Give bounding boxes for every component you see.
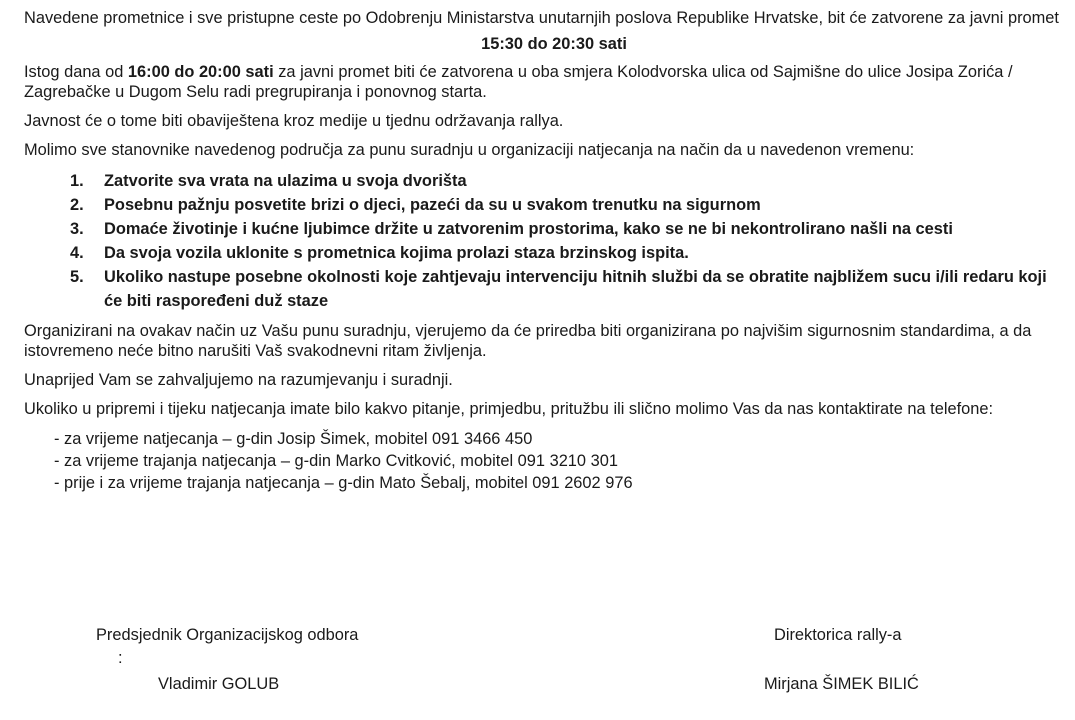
- rule-number: 4.: [70, 244, 84, 262]
- rules-list: [24, 169, 1064, 313]
- second-closure-before: Istog dana od: [24, 63, 128, 81]
- rule-number: 1.: [70, 172, 84, 190]
- document-body: [24, 8, 1064, 494]
- signature-left-title: Predsjednik Organizacijskog odbora: [96, 626, 359, 644]
- intro-paragraph: Navedene prometnice i sve pristupne ceste po Odobrenju Ministarstva unutarnjih poslova Republike Hrvatske, bit će zatvorene za javni promet: [24, 9, 1059, 27]
- contacts-list: [24, 428, 1064, 494]
- contact-intro-paragraph: Ukoliko u pripremi i tijeku natjecanja imate bilo kakvo pitanje, primjedbu, pritužbu ili slično molimo Vas da nas kontaktirate na telefone:: [24, 400, 994, 418]
- closure-time: 15:30 do 20:30 sati: [481, 35, 627, 53]
- rule-item: [24, 241, 1064, 265]
- rule-number: 2.: [70, 196, 84, 214]
- second-closure-after: za javni promet biti će zatvorena u oba smjera Kolodvorska ulica od Sajmišne do ulice Josipa Zorića / Zagrebačke u Dugom Selu radi pregrupiranja i ponovnog starta.: [24, 63, 1013, 101]
- safety-paragraph: Organizirani na ovakav način uz Vašu punu suradnju, vjerujemo da će priredba biti organizirana po najvišim sigurnosnim standardima, a da istovremeno neće bitno narušiti Vaš svakodnevni ritam življenja.: [24, 322, 1032, 360]
- rule-text: Da svoja vozila uklonite s prometnica kojima prolazi staza brzinskog ispita.: [104, 244, 689, 262]
- signature-left-colon: :: [118, 649, 123, 667]
- request-paragraph: Molimo sve stanovnike navedenog područja za punu suradnju u organizaciji natjecanja na način da u navedenon vremenu:: [24, 141, 915, 159]
- contact-item: - prije i za vrijeme trajanja natjecanja – g-din Mato Šebalj, mobitel 091 2602 976: [54, 474, 633, 492]
- second-closure-paragraph: [24, 62, 1064, 102]
- rule-item: [24, 217, 1064, 241]
- second-closure-time: 16:00 do 20:00 sati: [127, 63, 274, 81]
- rule-text: Zatvorite sva vrata na ulazima u svoja dvorišta: [104, 172, 467, 190]
- contact-item: - za vrijeme trajanja natjecanja – g-din Marko Cvitković, mobitel 091 3210 301: [54, 452, 618, 470]
- signature-right-title: Direktorica rally-a: [774, 626, 902, 644]
- contact-item: - za vrijeme natjecanja – g-din Josip Šimek, mobitel 091 3466 450: [54, 430, 533, 448]
- rule-number: 5.: [70, 268, 84, 286]
- rule-item: [24, 169, 1064, 193]
- rule-text: Domaće životinje i kućne ljubimce držite u zatvorenim prostorima, kako se ne bi nekontrolirano našli na cesti: [104, 220, 953, 238]
- signature-right-name: Mirjana ŠIMEK BILIĆ: [764, 675, 919, 693]
- media-notice-paragraph: Javnost će o tome biti obaviještena kroz medije u tjednu održavanja rallya.: [24, 112, 564, 130]
- rule-text: Posebnu pažnju posvetite brizi o djeci, pazeći da su u svakom trenutku na sigurnom: [104, 196, 761, 214]
- signature-left-name: Vladimir GOLUB: [158, 675, 280, 693]
- rule-item: [24, 265, 1064, 313]
- rule-text: Ukoliko nastupe posebne okolnosti koje zahtjevaju intervenciju hitnih službi da se obratite najbližem sucu i/ili redaru koji će biti raspoređeni duž staze: [104, 268, 1047, 310]
- rule-item: [24, 193, 1064, 217]
- rule-number: 3.: [70, 220, 84, 238]
- thanks-paragraph: Unaprijed Vam se zahvaljujemo na razumjevanju i suradnji.: [24, 371, 453, 389]
